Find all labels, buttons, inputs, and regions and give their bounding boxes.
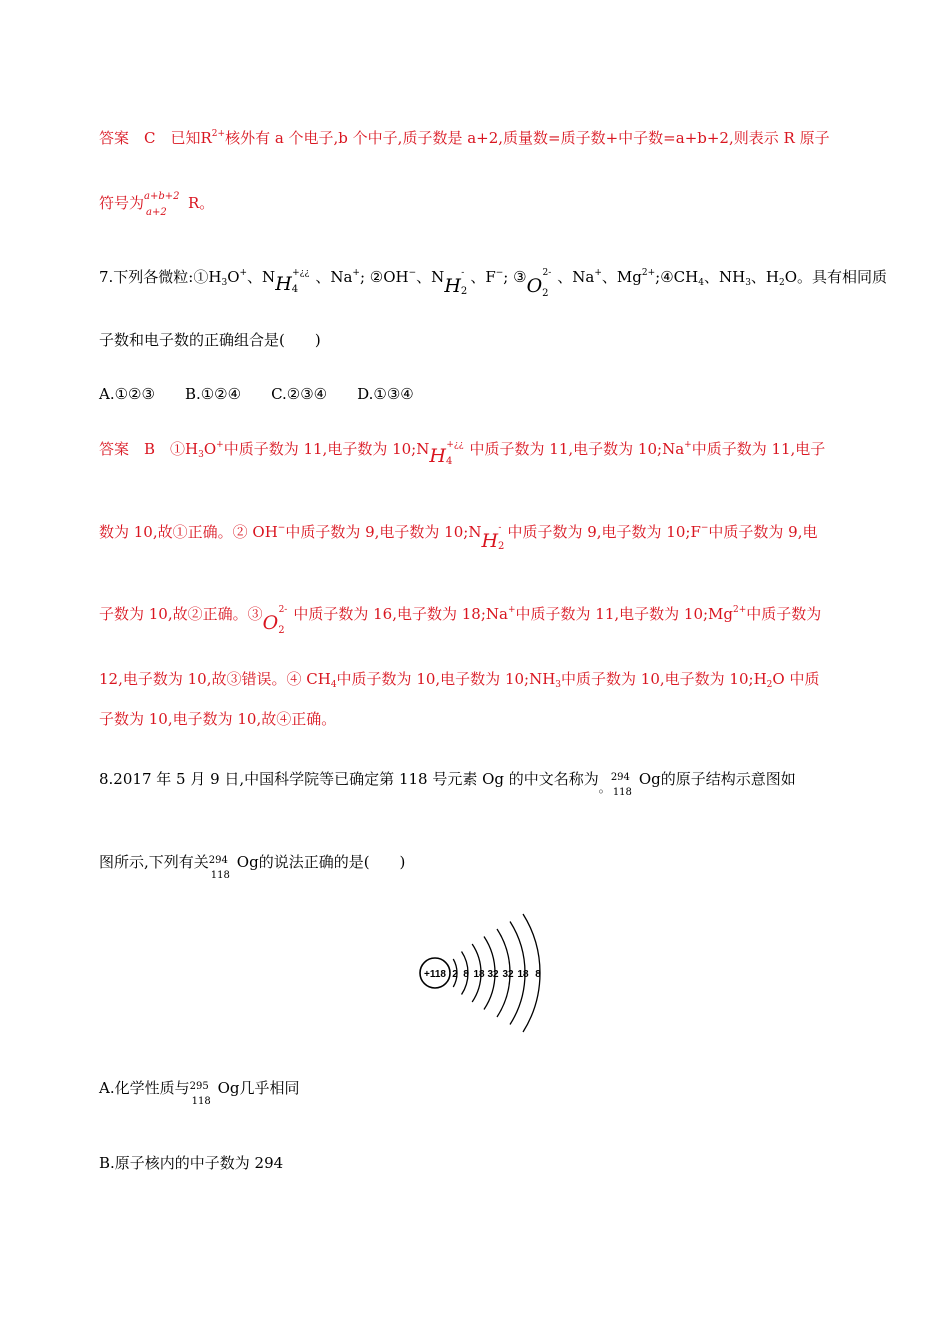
text: A.化学性质与 <box>99 1079 190 1097</box>
sup: + <box>594 268 602 278</box>
sup: - <box>461 268 465 278</box>
text: 中质子数为 9,电子数为 10;F <box>507 523 701 541</box>
text: O <box>227 268 240 286</box>
sup: + <box>684 440 692 450</box>
sub: 2 <box>779 278 785 288</box>
q8-stem-line2 <box>99 847 406 881</box>
text: 7.下列各微粒:①H <box>99 268 222 286</box>
q7-stem-line2 <box>99 330 321 350</box>
nuclide-symbol <box>144 188 188 218</box>
nuclide-og294 <box>610 764 639 798</box>
sup: - <box>498 523 502 533</box>
text: 中质子数为 <box>746 605 822 623</box>
text: 12,电子数为 10,故③错误。④ CH <box>99 670 331 688</box>
mass-number: 294 <box>610 772 630 783</box>
q6-answer-line2 <box>99 188 215 218</box>
text: 、N <box>416 268 445 286</box>
text: 8.2017 年 5 月 9 日,中国科学院等已确定第 118 号元素 Og 的中文名称为 <box>99 770 599 788</box>
sub: 4 <box>291 284 299 295</box>
sup: 2+ <box>733 605 747 615</box>
nuclide-og294 <box>208 847 237 881</box>
atomic-number: 118 <box>191 1096 211 1107</box>
text: 图所示,下列有关 <box>99 853 209 871</box>
text: Og <box>217 1079 240 1097</box>
text: H <box>481 530 499 552</box>
text: 子数为 10,故②正确。③ <box>99 605 263 623</box>
q8-option-a <box>99 1073 300 1107</box>
q7-stem-line1 <box>99 266 888 299</box>
text: ; ②OH <box>359 268 409 286</box>
sub: 2 <box>766 680 773 690</box>
text: O 中质 <box>772 670 820 688</box>
text: O <box>526 275 543 297</box>
text: 答案 B ①H <box>99 440 199 458</box>
text: H <box>275 273 292 295</box>
nucleus-charge: +118 <box>424 969 446 980</box>
shell-electron-count: 32 <box>502 969 514 980</box>
text: O <box>203 440 217 458</box>
atomic-number: a+2 <box>146 207 167 218</box>
q7-options <box>99 384 414 404</box>
text: 中质子数为 9,电 <box>708 523 818 541</box>
sup: +¿¿ <box>446 440 464 450</box>
q7-answer-line5 <box>99 709 336 729</box>
shell-electron-count: 18 <box>517 969 529 980</box>
text: Og <box>236 853 259 871</box>
shell-electron-count: 8 <box>463 969 469 980</box>
sub: 2 <box>498 541 505 552</box>
charge-sup: 2+ <box>211 129 226 139</box>
text: 子数和电子数的正确组合是( ) <box>99 331 321 349</box>
sup: 2- <box>278 605 288 615</box>
text: 数为 10,故①正确。② OH <box>99 523 278 541</box>
text: 中质子数为 9,电子数为 10;N <box>285 523 482 541</box>
text: 中质子数为 11,电子 <box>691 440 826 458</box>
text: R。 <box>188 194 215 212</box>
sub: 4 <box>445 456 453 467</box>
sub: 2 <box>460 286 468 297</box>
q8-stem-line1 <box>99 764 796 798</box>
text: 中质子数为 11,电子数为 10;N <box>223 440 430 458</box>
text: 、Mg <box>601 268 642 286</box>
text: H <box>444 275 461 297</box>
sup: + <box>239 268 248 278</box>
q8-option-b <box>99 1153 283 1173</box>
text: Og <box>638 770 661 788</box>
text: 的说法正确的是( ) <box>258 853 406 871</box>
sup: − <box>277 523 286 533</box>
sup: +¿¿ <box>292 268 310 278</box>
sup: + <box>352 268 360 278</box>
sup: − <box>408 268 417 278</box>
atomic-structure-diagram <box>415 917 541 1029</box>
sup: 2+ <box>641 268 656 278</box>
sub: 3 <box>198 450 204 460</box>
shell-electron-count: 2 <box>452 969 458 980</box>
text: ;④CH <box>655 268 699 286</box>
text: 、NH <box>703 268 746 286</box>
q7-answer-line1 <box>99 438 826 467</box>
sub: 4 <box>330 680 337 690</box>
nuclide-og295 <box>189 1073 218 1107</box>
atomic-number: 118 <box>210 870 230 881</box>
text: A.①②③ B.①②④ C.②③④ D.①③④ <box>99 385 414 403</box>
sub: 2 <box>278 625 285 636</box>
sub: 3 <box>221 278 228 288</box>
sub: 3 <box>745 278 751 288</box>
text: 、Na <box>315 268 353 286</box>
text: 的原子结构示意图如 <box>660 770 796 788</box>
text: 中质子数为 16,电子数为 18;Na <box>293 605 508 623</box>
sup: + <box>216 440 224 450</box>
sub: 2 <box>542 288 549 299</box>
text: 子数为 10,电子数为 10,故④正确。 <box>99 710 337 728</box>
text: 中质子数为 10,电子数为 10;H <box>561 670 767 688</box>
text: 核外有 a 个电子,b 个中子,质子数是 a+2,质量数=质子数+中子数=a+b+2,则表示 R 原子 <box>225 129 830 147</box>
text: 、H <box>750 268 780 286</box>
atomic-number: 118 <box>612 787 632 798</box>
text: 几乎相同 <box>239 1079 300 1097</box>
mass-number: 294 <box>208 855 228 866</box>
sup: − <box>700 523 709 533</box>
shell-electron-count: 8 <box>535 969 541 980</box>
q7-answer-line4 <box>99 669 819 689</box>
text: 中质子数为 11,电子数为 10;Na <box>469 440 685 458</box>
text: ; ③ <box>503 268 527 286</box>
q7-answer-line2 <box>99 521 818 552</box>
shell-electron-count: 32 <box>487 969 499 980</box>
mass-number: a+b+2 <box>144 191 180 202</box>
text: 答案 C 已知R <box>99 129 212 147</box>
sup: − <box>495 268 504 278</box>
text: H <box>429 445 446 467</box>
sub: 3 <box>555 680 562 690</box>
sup: + <box>507 605 516 615</box>
mass-number: 295 <box>189 1081 209 1092</box>
text: 、N <box>247 268 276 286</box>
text: O <box>262 612 279 634</box>
text: 中质子数为 11,电子数为 10;Mg <box>515 605 734 623</box>
electron-shells <box>452 914 541 1032</box>
text: 、F <box>470 268 496 286</box>
text: B.原子核内的中子数为 294 <box>99 1154 284 1172</box>
text: 、Na <box>557 268 595 286</box>
q7-answer-line3 <box>99 603 822 636</box>
text: 符号为 <box>99 194 145 212</box>
sup: 2- <box>542 268 552 278</box>
text: 。 <box>598 781 611 795</box>
shell-electron-count: 18 <box>473 969 485 980</box>
text: 中质子数为 10,电子数为 10;NH <box>336 670 556 688</box>
sub: 4 <box>698 278 704 288</box>
q6-answer-line1 <box>99 128 830 148</box>
text: O。具有相同质 <box>784 268 888 286</box>
